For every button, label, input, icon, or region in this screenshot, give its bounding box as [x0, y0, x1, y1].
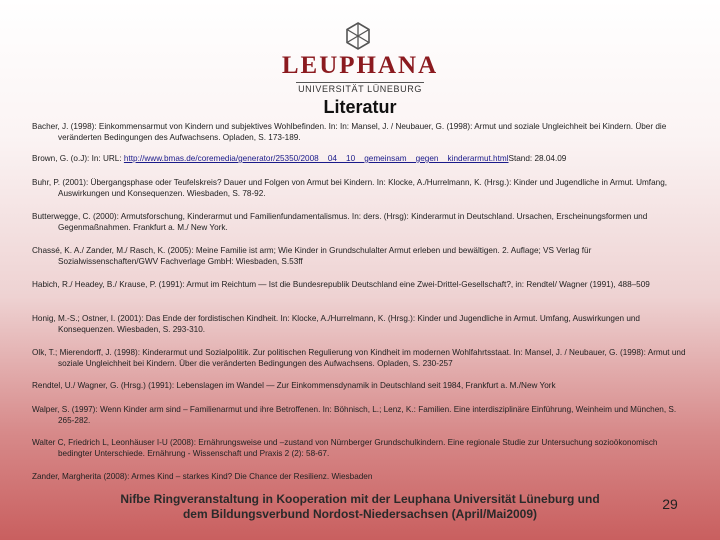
reference-prefix: Brown, G. (o.J): In: URL: — [32, 154, 124, 163]
reference-item: Bacher, J. (1998): Einkommensarmut von Kindern und subjektives Wohlbefinden. In: In: Mansel, J. / Neubauer, G. (1998): Armut und soziale Ungleichheit bei Kindern. Über die veränderten Bedingungen des Aufwachsens. Opladen, S. 173-189. — [32, 122, 667, 142]
reference-item: Walper, S. (1997): Wenn Kinder arm sind – Familienarmut und ihre Betroffenen. In: Böhnisch, L.; Lenz, K.: Familien. Eine interdisziplinäre Einführung, Weinheim und München, S. 265-282. — [32, 405, 677, 425]
logo-subtitle: UNIVERSITÄT LÜNEBURG — [298, 84, 422, 94]
reference-suffix: Stand: 28.04.09 — [508, 154, 567, 163]
reference-item: Buhr, P. (2001): Übergangsphase oder Teufelskreis? Dauer und Folgen von Armut bei Kindern. In: Klocke, A./Hurrelmann, K. (Hrsg.): Kinder und Jugendliche in Armut. Umfang, Auswirkungen und Konsequenzen. Wiesbaden, S. 78-92. — [32, 178, 668, 198]
leuphana-logo — [250, 22, 470, 92]
reference-item: Butterwegge, C. (2000): Armutsforschung, Kinderarmut und Familienfundamentalismus. In: ders. (Hrsg): Kinderarmut in Deutschland. Ursachen, Erscheinungsformen und Gegenmaßnahmen. Frankfurt a. M./ New York. — [32, 212, 648, 232]
reference-item: Olk, T.; Mierendorff, J. (1998): Kinderarmut und Sozialpolitik. Zur politischen Regulierung von Kindheit im modernen Wohlfahrtsstaat. In: Mansel, J. / Neubauer, G. (1998): Armut und soziale Ungleichheit bei Kindern. Über die veränderten Bedingungen des Aufwachsens. Opladen, S. 230-257 — [32, 348, 686, 368]
reference-item: Zander, Margherita (2008): Armes Kind – starkes Kind? Die Chance der Resilienz. Wiesbaden — [32, 472, 373, 481]
footer-text — [90, 492, 630, 522]
reference-item-link — [32, 154, 692, 165]
reference-url-link[interactable]: http://www.bmas.de/coremedia/generator/25350/2008__04__10__gemeinsam__gegen__kinderarmut.html — [123, 154, 509, 163]
logo-divider — [296, 82, 424, 83]
logo-wordmark: LEUPHANA — [281, 52, 439, 79]
reference-item: Chassé, K. A./ Zander, M./ Rasch, K. (2005): Meine Familie ist arm; Wie Kinder in Grundschulalter Armut erleben und bewältigen. 2. Auflage; VS Verlag für Sozialwissenschaften/GWV Fachverlage GmbH: Wiesbaden, S.53ff — [32, 246, 592, 266]
reference-item: Habich, R./ Headey, B./ Krause, P. (1991): Armut im Reichtum — Ist die Bundesrepublik Deutschland eine Zwei-Drittel-Gesellschaft?, in: Rendtel/ Wagner (1991), 488–509 — [32, 280, 650, 289]
hexagon-cube-icon — [345, 22, 371, 50]
reference-item: Walter C, Friedrich L, Leonhäuser I-U (2008): Ernährungsweise und –zustand von Nürnberger Grundschulkindern. Eine regionale Studie zur Untersuchung sozioökonomisch bedingter Unterschiede. Ernährung - Wissenschaft und Praxis 2 (2): 58-67. — [32, 438, 658, 458]
page-number: 29 — [662, 496, 678, 512]
footer-line-2: dem Bildungsverbund Nordost-Niedersachsen (April/Mai2009) — [182, 507, 538, 521]
reference-item: Honig, M.-S.; Ostner, I. (2001): Das Ende der fordistischen Kindheit. In: Klocke, A./Hurrelmann, K. (Hrsg.): Kinder und Jugendliche in Armut. Umfang, Auswirkungen und Konsequenzen. Wiesbaden, S. 293-310. — [32, 314, 640, 334]
page-title: Literatur — [323, 97, 397, 117]
reference-item: Rendtel, U./ Wagner, G. (Hrsg.) (1991): Lebenslagen im Wandel — Zur Einkommensdynamik in Deutschland seit 1984, Frankfurt a. M./New York — [32, 381, 556, 390]
footer-line-1: Nifbe Ringveranstaltung in Kooperation mit der Leuphana Universität Lüneburg und — [120, 492, 600, 506]
